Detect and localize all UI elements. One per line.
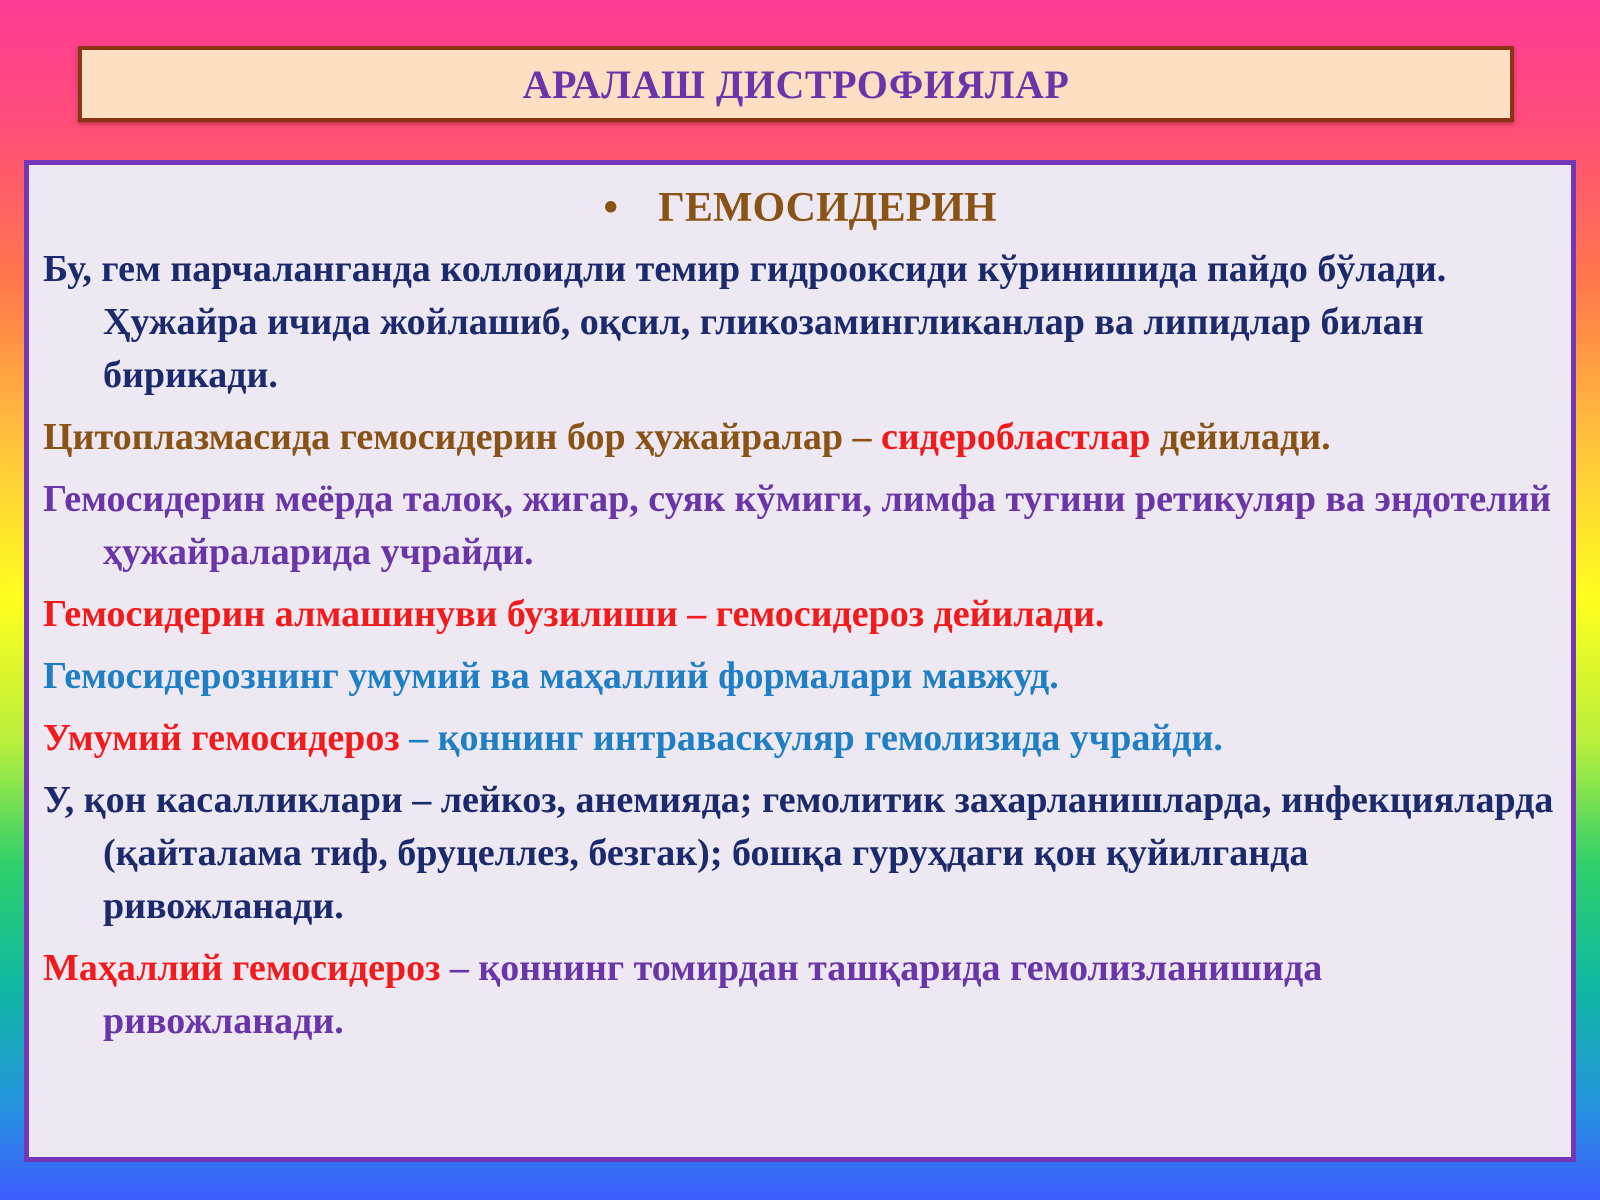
paragraph-formation: Бу, гем парчаланганда коллоидли темир гидрооксиди кўринишида пайдо бўлади. Ҳужайра ичида жойлашиб, оқсил, гликозамингликанлар ва липидлар билан бирикади. (43, 248, 1447, 396)
sideroblasts-lead: Цитоплазмасида гемосидерин бор ҳужайралар – (43, 416, 881, 458)
local-hemosiderosis-desc: – қоннинг томирдан ташқарида гемолизланишида ривожланади. (103, 947, 1323, 1042)
general-hemosiderosis-desc: – қоннинг интраваскуляр гемолизида учрайди. (399, 717, 1223, 759)
paragraph-forms: Гемосидерознинг умумий ва маҳаллий формалари мавжуд. (43, 655, 1059, 697)
local-hemosiderosis-term: Маҳаллий гемосидероз (43, 947, 441, 989)
paragraph-hemosiderosis-definition: Гемосидерин алмашинуви бузилиши – гемосидероз дейилади. (43, 593, 1105, 635)
general-hemosiderosis-term: Умумий гемосидероз (43, 717, 400, 759)
paragraph-causes: У, қон касалликлари – лейкоз, анемияда; гемолитик захарланишларда, инфекцияларда (қайталама тиф, бруцеллез, безгак); бошқа гуруҳдаги қон қуйилганда ривожланади. (43, 779, 1554, 927)
sideroblasts-term: сидеробластлар (880, 416, 1151, 458)
slide-title-box (78, 46, 1514, 122)
paragraph-normal-location: Гемосидерин меёрда талоқ, жигар, суяк кўмиги, лимфа тугини ретикуляр ва эндотелий ҳужайраларида учрайди. (43, 478, 1552, 573)
paragraph-local-hemosiderosis (43, 942, 1557, 1048)
bullet-heading-text: ГЕМОСИДЕРИН (658, 185, 997, 231)
bullet-heading (43, 179, 1557, 237)
sideroblasts-tail: дейилади. (1150, 416, 1331, 458)
paragraph-sideroblasts (43, 411, 1557, 464)
slide-content-box (24, 160, 1576, 1162)
bullet-dot-icon: • (603, 185, 619, 231)
slide-title: АРАЛАШ ДИСТРОФИЯЛАР (522, 61, 1070, 107)
paragraph-general-hemosiderosis (43, 712, 1557, 765)
